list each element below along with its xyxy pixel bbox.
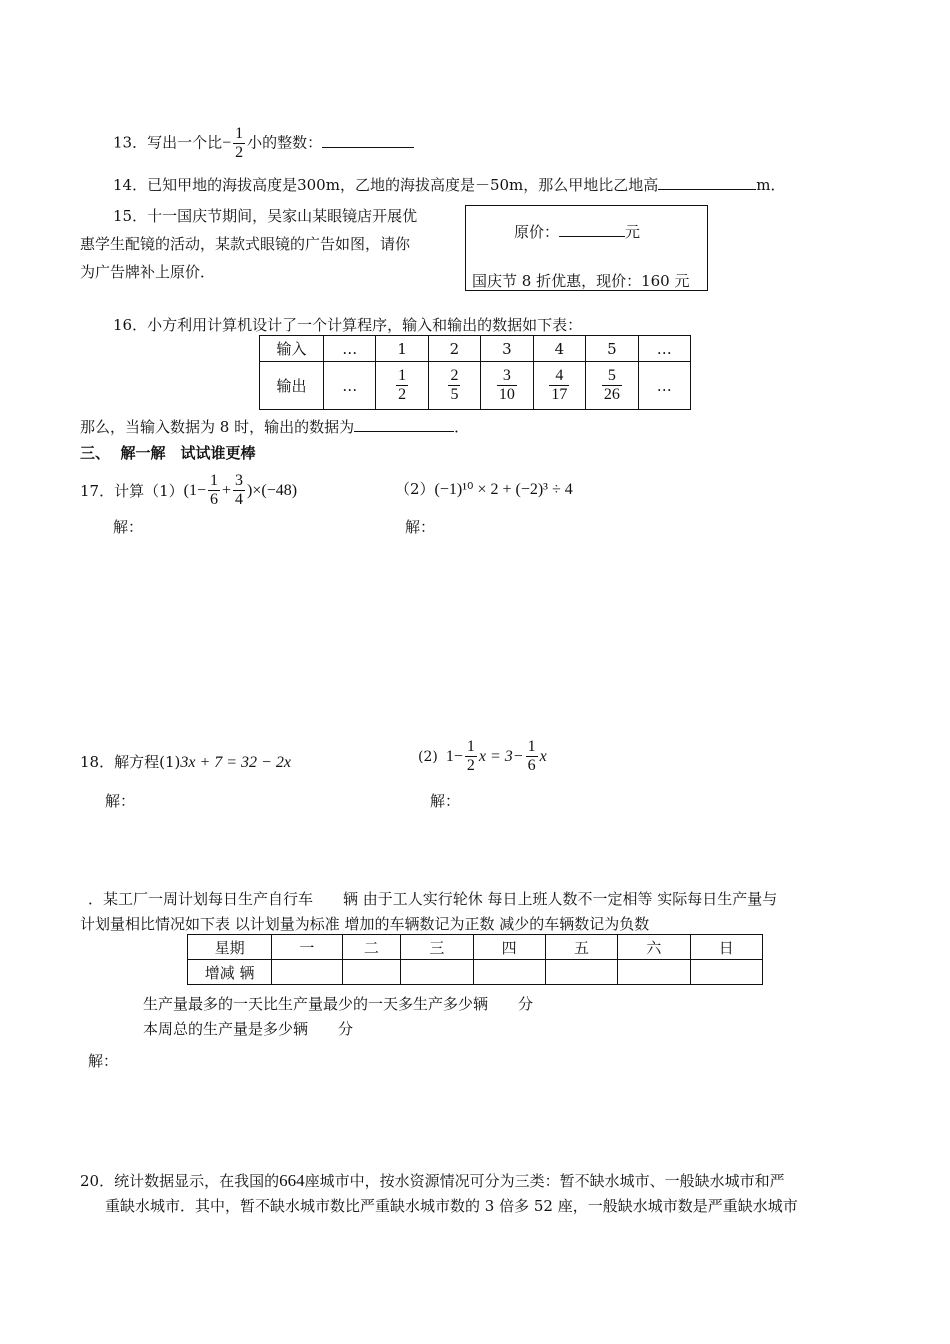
q15-ad-original-unit: 元 [625, 223, 641, 241]
question-17-part2 [395, 478, 573, 499]
q15-ad-original-price [514, 221, 640, 242]
q16-out-den: 10 [498, 386, 515, 403]
q16-out-den: 26 [603, 386, 620, 403]
q16-out-num: 4 [555, 367, 564, 384]
q14-unit: m． [756, 176, 786, 194]
q19-day-cell: 五 [545, 935, 617, 960]
q19-change-cell[interactable] [272, 960, 342, 985]
q15-line2: 惠学生配镜的活动，某款式眼镜的广告如图，请你 [80, 235, 411, 253]
q16-input-row [260, 336, 691, 362]
q18-expr1: 3x + 7 = 32 − 2x [180, 754, 291, 771]
q19-change-cell[interactable] [342, 960, 401, 985]
q16-input-label: 输入 [260, 336, 324, 362]
q13-prefix: 13．写出一个比 [113, 133, 223, 152]
q16-output-cell [428, 362, 480, 410]
q15-ad-price-blank[interactable] [559, 222, 625, 237]
q17-solution1-label: 解： [113, 518, 144, 536]
q13-frac-num: 1 [235, 125, 244, 142]
q17-f2-num: 3 [235, 472, 244, 489]
q20-line1-b: 座城市中，按水资源情况可分为三类：暂不缺水城市、一般缺水城市和严 [304, 1172, 785, 1190]
q13-suffix: 小的整数： [247, 133, 323, 152]
q13-minus: − [222, 134, 232, 152]
q16-out-den: 5 [450, 386, 459, 403]
q17-expr1-a: (1− [183, 481, 206, 499]
q20-line1-a: 20．统计数据显示，在我国的 [80, 1172, 280, 1190]
q16-output-cell: … [324, 362, 376, 410]
q17-f1-num: 1 [210, 472, 218, 489]
q19-row-label: 增减 辆 [188, 960, 272, 985]
q18-f2-num: 1 [527, 738, 536, 755]
q19-change-cell[interactable] [545, 960, 617, 985]
q20-city-count: 664 [279, 1171, 305, 1190]
q17-label: 17．计算（1） [80, 482, 184, 500]
q19-change-cell[interactable] [473, 960, 545, 985]
question-18-part1 [80, 751, 291, 772]
q19-change-cell[interactable] [690, 960, 762, 985]
q17-label2: （2） [395, 480, 435, 498]
q16-answer-blank[interactable] [354, 417, 454, 432]
q16-input-cell: 5 [586, 336, 638, 362]
q19-line1: ．某工厂一周计划每日生产自行车 辆 由于工人实行轮休 每日上班人数不一定相等 实际每日生产量与 [88, 890, 778, 908]
q18-expr2-b: x = 3− [478, 747, 524, 765]
q18-f1-den: 2 [466, 757, 475, 774]
q18-label: 18．解方程(1) [80, 753, 181, 771]
q19-change-row [188, 960, 763, 985]
q16-after-text: 那么，当输入数据为 8 时，输出的数据为 [80, 418, 355, 436]
q16-out-num: 2 [450, 367, 459, 384]
q16-output-cell [533, 362, 585, 410]
q13-fraction [233, 125, 245, 162]
q16-input-cell: 2 [428, 336, 480, 362]
q20-line1 [80, 1170, 785, 1191]
q16-input-cell: 4 [533, 336, 585, 362]
q16-output-row [260, 362, 691, 410]
q18-expr2-c: x [539, 747, 547, 765]
q16-output-label: 输出 [260, 362, 324, 410]
question-17-part1 [80, 472, 297, 509]
q17-f2-den: 4 [235, 491, 244, 508]
q19-day-cell: 三 [401, 935, 473, 960]
q18-solution1-label: 解： [105, 792, 136, 810]
q19-day-cell: 六 [618, 935, 690, 960]
q17-expr2: (−1)¹⁰ × 2 + (−2)³ ÷ 4 [434, 481, 573, 498]
q13-answer-blank[interactable] [322, 133, 414, 148]
question-18-part2 [418, 738, 547, 775]
q18-expr2-a: 1− [445, 747, 463, 765]
q16-input-cell: … [324, 336, 376, 362]
question-13 [113, 125, 414, 162]
q19-table [187, 934, 763, 985]
q19-line2: 计划量相比情况如下表 以计划量为标准 增加的车辆数记为正数 减少的车辆数记为负数 [80, 915, 650, 933]
q19-sub2: 本周总的生产量是多少辆 分 [143, 1020, 354, 1038]
q16-out-num: 5 [607, 367, 616, 384]
q19-header-row [188, 935, 763, 960]
q16-input-cell: 3 [481, 336, 533, 362]
q17-solution2-label: 解： [405, 518, 436, 536]
q19-header-label: 星期 [188, 935, 272, 960]
q16-out-den: 2 [398, 386, 407, 403]
q20-line2: 重缺水城市．其中，暂不缺水城市数比严重缺水城市数的 3 倍多 52 座，一般缺水城市数是严重缺水城市 [105, 1197, 798, 1215]
section-3-number: 三、 [80, 444, 111, 462]
q16-output-cell [586, 362, 638, 410]
q19-day-cell: 一 [272, 935, 342, 960]
q16-intro: 16．小方利用计算机设计了一个计算程序，输入和输出的数据如下表： [113, 316, 583, 334]
q18-f2-den: 6 [527, 757, 536, 774]
q17-f1-den: 6 [210, 491, 218, 508]
q19-sub1: 生产量最多的一天比生产量最少的一天多生产多少辆 分 [143, 995, 534, 1013]
q16-out-num: 1 [398, 367, 407, 384]
q15-line1: 15．十一国庆节期间，吴家山某眼镜店开展优 [113, 207, 418, 225]
q18-label2: (2) [418, 748, 438, 765]
q19-day-cell: 四 [473, 935, 545, 960]
q19-change-cell[interactable] [401, 960, 473, 985]
q18-f1-num: 1 [466, 738, 475, 755]
q16-input-cell: 1 [376, 336, 428, 362]
q16-output-cell [481, 362, 533, 410]
q15-ad-original-label: 原价： [514, 223, 560, 241]
q15-line3: 为广告牌补上原价． [80, 263, 216, 281]
q17-expr1-b: )×(−48) [247, 481, 298, 499]
q14-answer-blank[interactable] [658, 175, 756, 190]
q16-after [80, 416, 469, 437]
q16-out-num: 3 [502, 367, 511, 384]
q16-output-cell [376, 362, 428, 410]
q17-plus: + [222, 481, 232, 499]
question-14 [113, 174, 786, 195]
q14-text: 14．已知甲地的海拔高度是300m，乙地的海拔高度是－50m，那么甲地比乙地高 [113, 176, 659, 194]
q15-ad-board [465, 205, 708, 291]
section-3-heading [80, 442, 255, 463]
q16-out-den: 17 [551, 386, 568, 403]
q19-solution-label: 解： [88, 1052, 119, 1070]
q18-solution2-label: 解： [430, 792, 461, 810]
q16-output-cell: … [638, 362, 690, 410]
q19-change-cell[interactable] [618, 960, 690, 985]
section-3-title: 解一解 试试谁更棒 [120, 444, 256, 462]
q19-day-cell: 日 [690, 935, 762, 960]
q16-table [259, 335, 691, 410]
q15-ad-bottom: 国庆节 8 折优惠，现价：160 元 [472, 272, 690, 290]
q13-frac-den: 2 [235, 144, 244, 161]
q16-input-cell: … [638, 336, 690, 362]
q19-day-cell: 二 [342, 935, 401, 960]
q16-after-end: ． [454, 418, 470, 436]
